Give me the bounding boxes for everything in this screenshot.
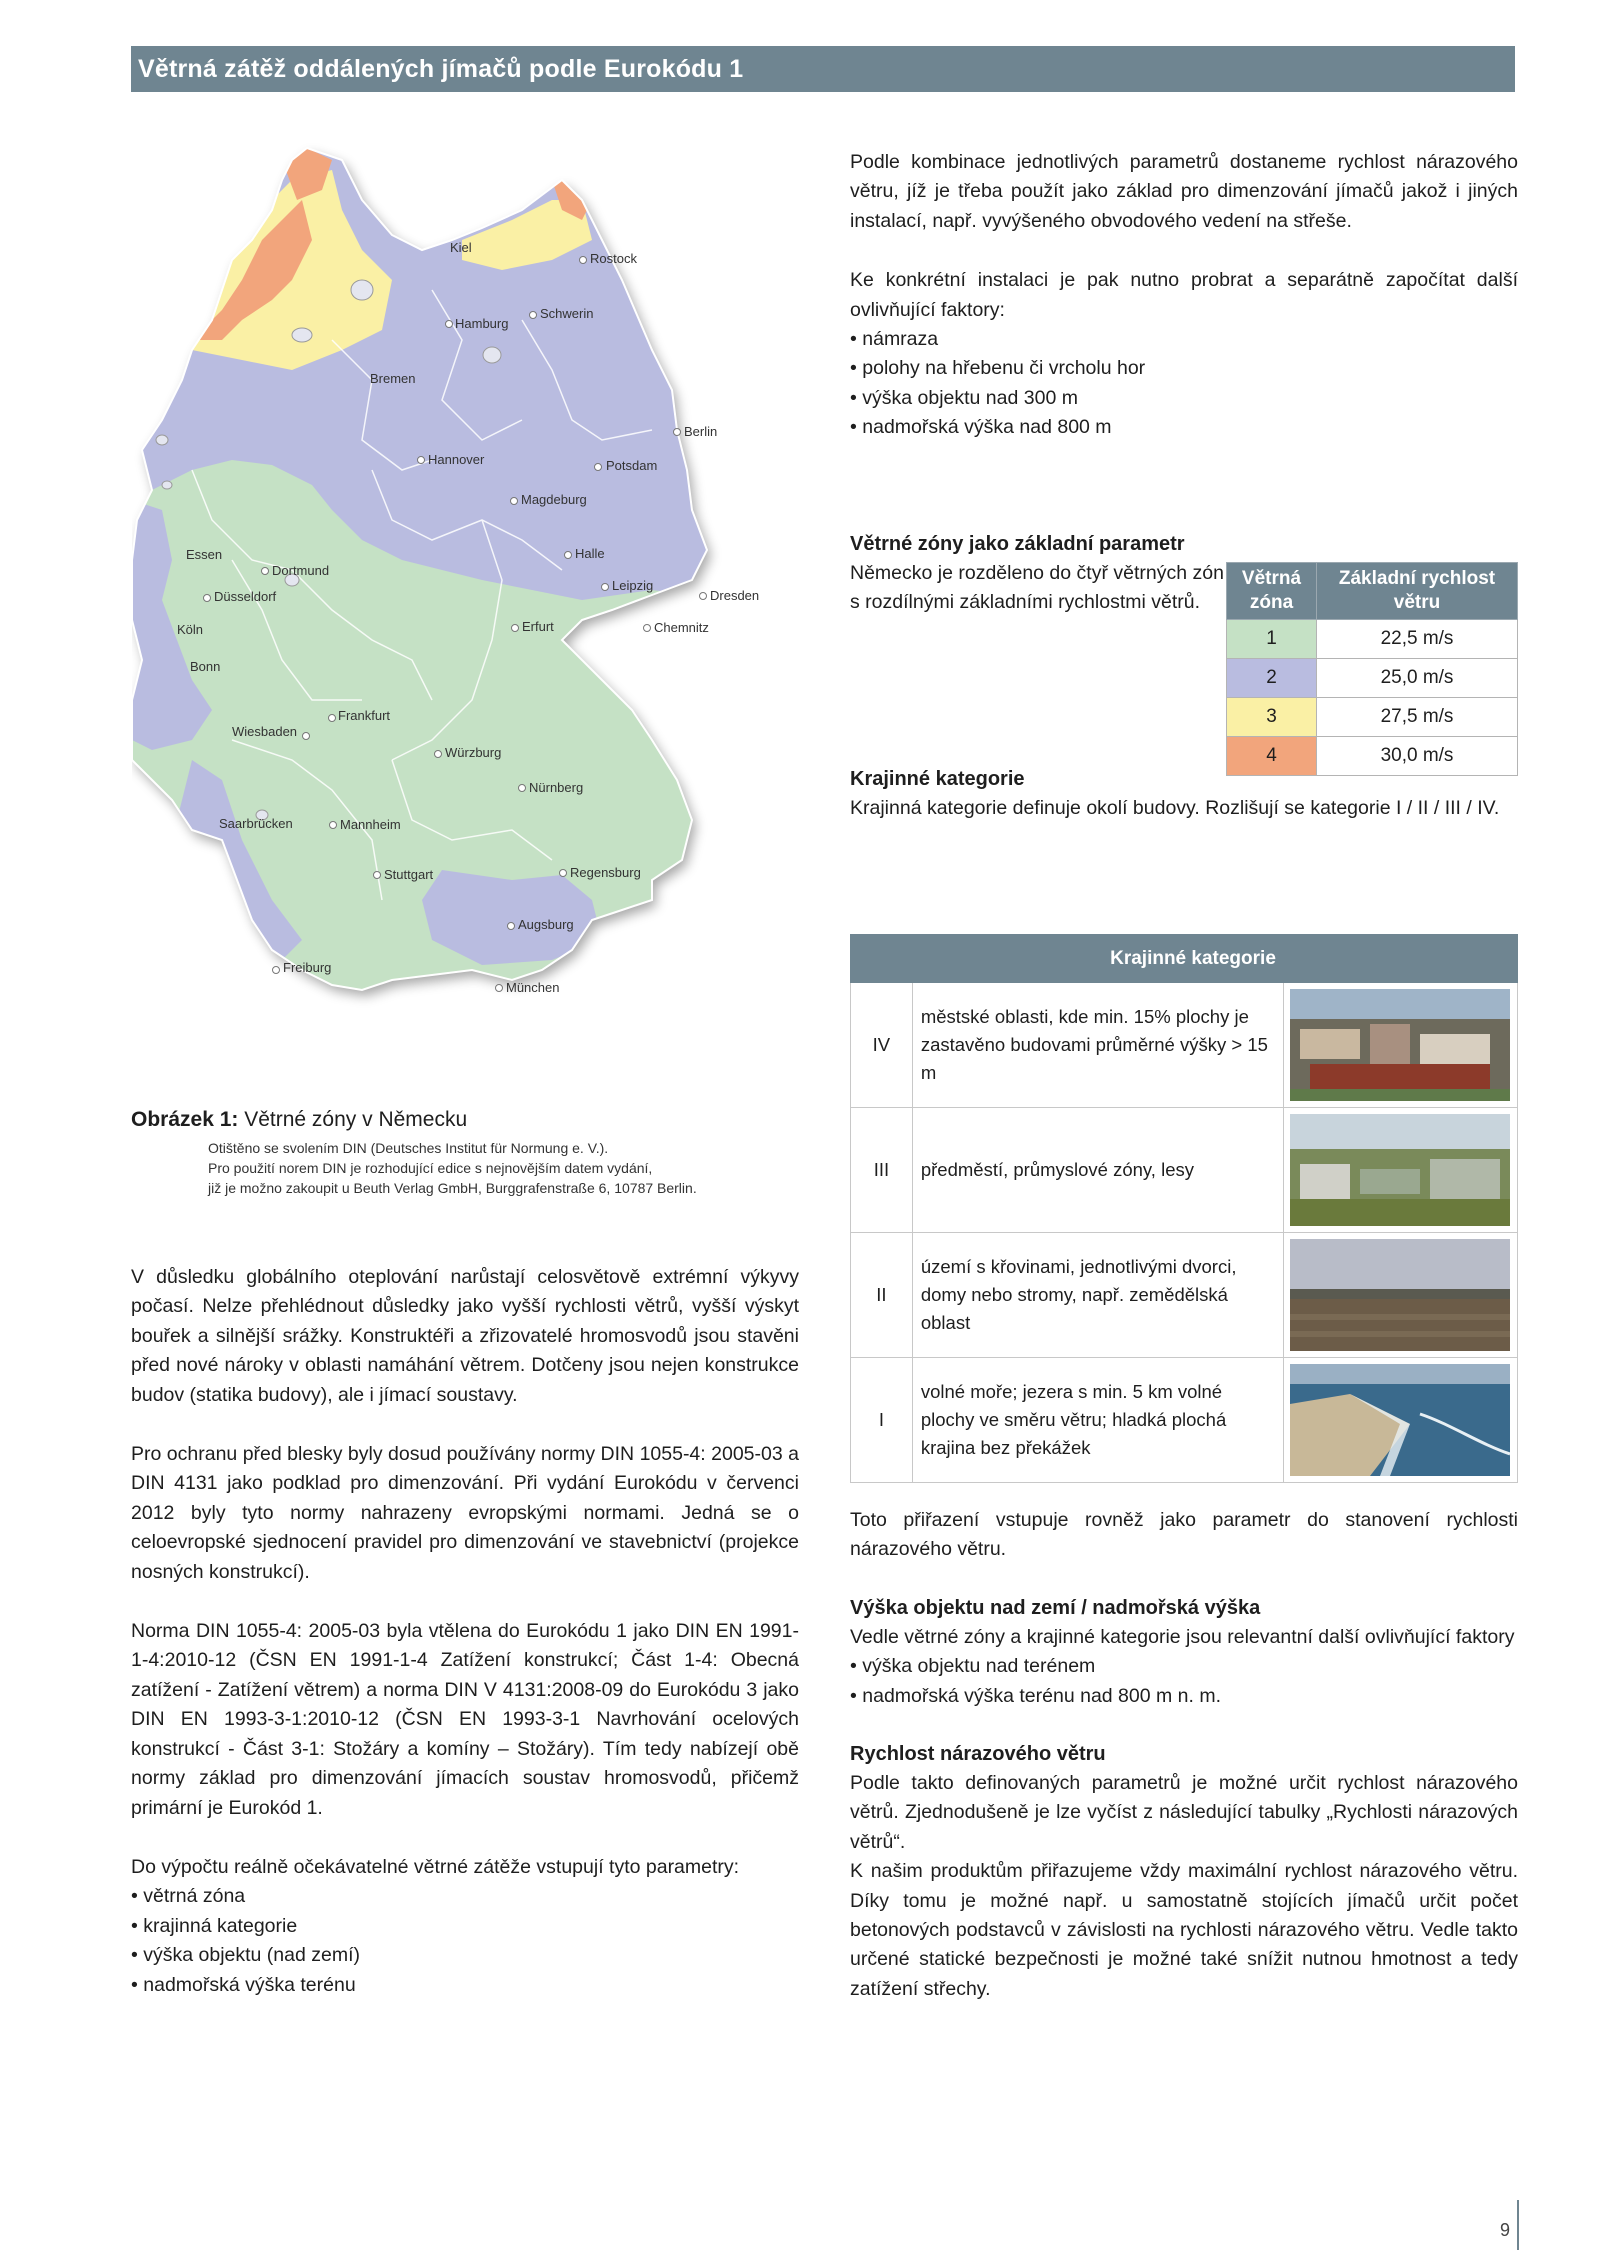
city-label-koln: Köln bbox=[177, 622, 204, 637]
caption-note-3: již je možno zakoupit u Beuth Verlag GmbH, Burggrafenstraße 6, 10787 Berlin. bbox=[208, 1180, 697, 1196]
gust-paragraph-2: K našim produktům přiřazujeme vždy maximální rychlost nárazového větru. Díky tomu je možné např. u samostatně stojících jímačů určit počet betonových podstavců v závislosti na rychlosti nárazového větru. Vedle takto určené statické bezpečnosti je možné také snížit nutnou hmotnost a tedy zatížení střechy. bbox=[850, 1860, 1518, 2000]
description-cell: předměstí, průmyslové zóny, lesy bbox=[912, 1108, 1283, 1233]
city-label-dusseldorf: Düsseldorf bbox=[214, 589, 277, 604]
landscape-heading: Krajinné kategorie bbox=[850, 768, 1025, 790]
city-label-bonn: Bonn bbox=[190, 659, 221, 674]
farmland-photo bbox=[1290, 1239, 1510, 1351]
height-paragraph: Vedle větrné zóny a krajinné kategorie jsou relevantní další ovlivňující faktory bbox=[850, 1625, 1515, 1648]
speed-cell: 30,0 m/s bbox=[1317, 737, 1518, 776]
city-label-stuttgart: Stuttgart bbox=[384, 867, 434, 882]
city-label-magdeburg: Magdeburg bbox=[521, 492, 587, 507]
city-photo bbox=[1290, 989, 1510, 1101]
factor-item: • výška objektu nad 300 m bbox=[850, 384, 1518, 413]
intro-paragraph: Podle kombinace jednotlivých parametrů dostaneme rychlost nárazového větru, jíž je třeba použít jako základ pro dimenzování jímačů jakož i jiných instalací, např. vyvýšeného obvodového vedení na střeše. bbox=[850, 151, 1518, 232]
header-bar bbox=[131, 46, 1515, 92]
category-cell: IV bbox=[851, 983, 913, 1108]
city-label-hannover: Hannover bbox=[428, 452, 485, 467]
city-label-bremen: Bremen bbox=[370, 371, 416, 386]
photo-cell bbox=[1283, 1233, 1517, 1358]
speed-cell: 22,5 m/s bbox=[1317, 620, 1518, 659]
table-row bbox=[851, 1108, 1518, 1233]
city-label-berlin: Berlin bbox=[684, 424, 718, 439]
caption-title bbox=[131, 1106, 811, 1134]
city-label-mannheim: Mannheim bbox=[340, 817, 401, 832]
factor-item: • námraza bbox=[850, 325, 1518, 354]
zone-cell: 3 bbox=[1227, 698, 1317, 737]
city-label-regensburg: Regensburg bbox=[570, 865, 641, 880]
factors-paragraph: Ke konkrétní instalaci je pak nutno probrat a separátně započítat další ovlivňující faktory: bbox=[850, 269, 1518, 321]
caption-note-2: Pro použití norem DIN je rozhodující edice s nejnovějším datem vydání, bbox=[208, 1160, 653, 1176]
wind-zone-table bbox=[1226, 562, 1518, 776]
page-title: Větrná zátěž oddálených jímačů podle Eurokódu 1 bbox=[138, 55, 744, 83]
category-cell: II bbox=[851, 1233, 913, 1358]
factor-item: • nadmořská výška nad 800 m bbox=[850, 413, 1518, 442]
gust-paragraph-1: Podle takto definovaných parametrů je možné určit rychlost nárazového větrů. Zjednodušeně je lze vyčíst z následující tabulky „Rychlosti nárazových větrů“. bbox=[850, 1772, 1518, 1853]
city-label-wiesbaden: Wiesbaden bbox=[232, 724, 298, 739]
wind-zone-map bbox=[132, 140, 812, 1100]
body-paragraph-3: Norma DIN 1055-4: 2005-03 byla vtělena do Eurokódu 1 jako DIN EN 1991-1-4:2010-12 (ČSN EN 1991-1-4 Zatížení konstrukcí; Část 1-4: Obecná zatížení - Zatížení větrem) a norma DIN V 4131:2008-09 do Eurokódu 3 jako DIN EN 1993-3-1:2010-12 (ČSN EN 1993-3-1 Navrhování ocelových konstrukcí - Část 3-1: Stožáry a komíny – Stožáry). Tím tedy nabízejí obě normy základ pro dimenzování jímacích soustav hromosvodů, přičemž primární je Eurokód 1. bbox=[131, 1620, 799, 1819]
zone-cell: 4 bbox=[1227, 737, 1317, 776]
city-label-freiburg: Freiburg bbox=[283, 960, 332, 975]
photo-cell bbox=[1283, 1108, 1517, 1233]
description-cell: území s křovinami, jednotlivými dvorci, domy nebo stromy, např. zemědělská oblast bbox=[912, 1233, 1283, 1358]
body-paragraph-4: Do výpočtu reálně očekávatelné větrné zátěže vstupují tyto parametry: bbox=[131, 1855, 740, 1878]
germany-map-svg bbox=[132, 140, 812, 1100]
speed-cell: 25,0 m/s bbox=[1317, 659, 1518, 698]
city-label-rostock: Rostock bbox=[590, 251, 637, 266]
sea-photo bbox=[1290, 1364, 1510, 1476]
city-label-kiel: Kiel bbox=[450, 240, 472, 255]
city-label-halle: Halle bbox=[575, 546, 605, 561]
city-label-potsdam: Potsdam bbox=[606, 458, 658, 473]
parameter-item: • větrná zóna bbox=[131, 1882, 799, 1911]
body-paragraph-2: Pro ochranu před blesky byly dosud používány normy DIN 1055-4: 2005-03 a DIN 4131 jako podklad pro dimenzování. Při vydání Eurokódu v červenci 2012 byly tyto normy nahrazeny evropskými normami. Jedná se o celoevropské sjednocení pravidel pro dimenzování ve stavebnictví (projekce nosných konstrukcí). bbox=[131, 1443, 799, 1583]
intro-text-block bbox=[850, 148, 1518, 443]
city-label-saarbrucken: Saarbrücken bbox=[219, 816, 293, 831]
suburb-photo bbox=[1290, 1114, 1510, 1226]
table-row bbox=[851, 983, 1518, 1108]
height-factor-item: • nadmořská výška terénu nad 800 m n. m. bbox=[850, 1682, 1518, 1711]
figure-caption bbox=[131, 1106, 811, 1198]
parameter-item: • výška objektu (nad zemí) bbox=[131, 1941, 799, 1970]
description-cell: městské oblasti, kde min. 15% plochy je zastavěno budovami průměrné výšky > 15 m bbox=[912, 983, 1283, 1108]
gust-heading: Rychlost nárazového větru bbox=[850, 1743, 1106, 1766]
city-label-munchen: München bbox=[506, 980, 560, 995]
wind-zones-text: Německo je rozděleno do čtyř větrných zón s rozdílnými základními rychlostmi větrů. bbox=[850, 562, 1224, 614]
body-paragraph-1: V důsledku globálního oteplování narůstají celosvětově extrémní výkyvy počasí. Nelze přehlédnout důsledky jako vyšší rychlosti větrů, vyšší výskyt bouřek a silnější srážky. Konstruktéři a zřizovatelé hromosvodů jsou stavěni před nové nároky v oblasti namáhání větrem. Dotčeny jsou nejen konstrukce budov (statika budovy), ale i jímací soustavy. bbox=[131, 1266, 799, 1406]
parameter-item: • nadmořská výška terénu bbox=[131, 1971, 799, 2000]
landscape-text: Krajinná kategorie definuje okolí budovy. Rozlišují se kategorie I / II / III / IV. bbox=[850, 797, 1500, 819]
landscape-section bbox=[850, 764, 1530, 823]
category-cell: III bbox=[851, 1108, 913, 1233]
speed-column-header: Základní rychlost větru bbox=[1317, 563, 1518, 620]
assignment-paragraph: Toto přiřazení vstupuje rovněž jako parametr do stanovení rychlosti nárazového větru. bbox=[850, 1509, 1518, 1561]
city-label-dresden: Dresden bbox=[710, 588, 760, 603]
city-label-frankfurt: Frankfurt bbox=[338, 708, 391, 723]
city-label-augsburg: Augsburg bbox=[518, 917, 574, 932]
city-label-hamburg: Hamburg bbox=[455, 316, 509, 331]
category-cell: I bbox=[851, 1358, 913, 1483]
wind-zones-section bbox=[850, 529, 1230, 618]
city-label-chemnitz: Chemnitz bbox=[654, 620, 709, 635]
photo-cell bbox=[1283, 1358, 1517, 1483]
table-row bbox=[851, 1358, 1518, 1483]
city-label-essen: Essen bbox=[186, 547, 223, 562]
city-label-dortmund: Dortmund bbox=[272, 563, 330, 578]
table-row bbox=[1227, 659, 1518, 698]
zone-column-header: Větrná zóna bbox=[1227, 563, 1317, 620]
city-label-wurzburg: Würzburg bbox=[445, 745, 502, 760]
table-row bbox=[1227, 620, 1518, 659]
landscape-table bbox=[850, 934, 1518, 1483]
parameter-item: • krajinná kategorie bbox=[131, 1912, 799, 1941]
height-heading: Výška objektu nad zemí / nadmořská výška bbox=[850, 1596, 1261, 1619]
page-number-rule bbox=[1517, 2200, 1519, 2250]
wind-zones-heading: Větrné zóny jako základní parametr bbox=[850, 533, 1185, 555]
city-label-nurnberg: Nürnberg bbox=[529, 780, 584, 795]
photo-cell bbox=[1283, 983, 1517, 1108]
table-row bbox=[851, 1233, 1518, 1358]
city-label-leipzig: Leipzig bbox=[612, 578, 654, 593]
height-factor-item: • výška objektu nad terénem bbox=[850, 1652, 1518, 1681]
table-row bbox=[1227, 698, 1518, 737]
factor-item: • polohy na hřebenu či vrcholu hor bbox=[850, 354, 1518, 383]
speed-cell: 27,5 m/s bbox=[1317, 698, 1518, 737]
landscape-table-title: Krajinné kategorie bbox=[851, 935, 1518, 983]
zone-cell: 1 bbox=[1227, 620, 1317, 659]
caption-note-1: Otištěno se svolením DIN (Deutsches Institut für Normung e. V.). bbox=[208, 1140, 609, 1156]
city-label-erfurt: Erfurt bbox=[522, 619, 554, 634]
city-label-schwerin: Schwerin bbox=[540, 306, 594, 321]
left-body-text bbox=[131, 1263, 799, 2000]
caption-label: Obrázek 1: bbox=[131, 1108, 239, 1131]
caption-text: Větrné zóny v Německu bbox=[238, 1108, 468, 1131]
page-number: 9 bbox=[1500, 2220, 1511, 2240]
description-cell: volné moře; jezera s min. 5 km volné plochy ve směru větru; hladká plochá krajina bez překážek bbox=[912, 1358, 1283, 1483]
zone-cell: 2 bbox=[1227, 659, 1317, 698]
right-body-text bbox=[850, 1506, 1518, 2004]
